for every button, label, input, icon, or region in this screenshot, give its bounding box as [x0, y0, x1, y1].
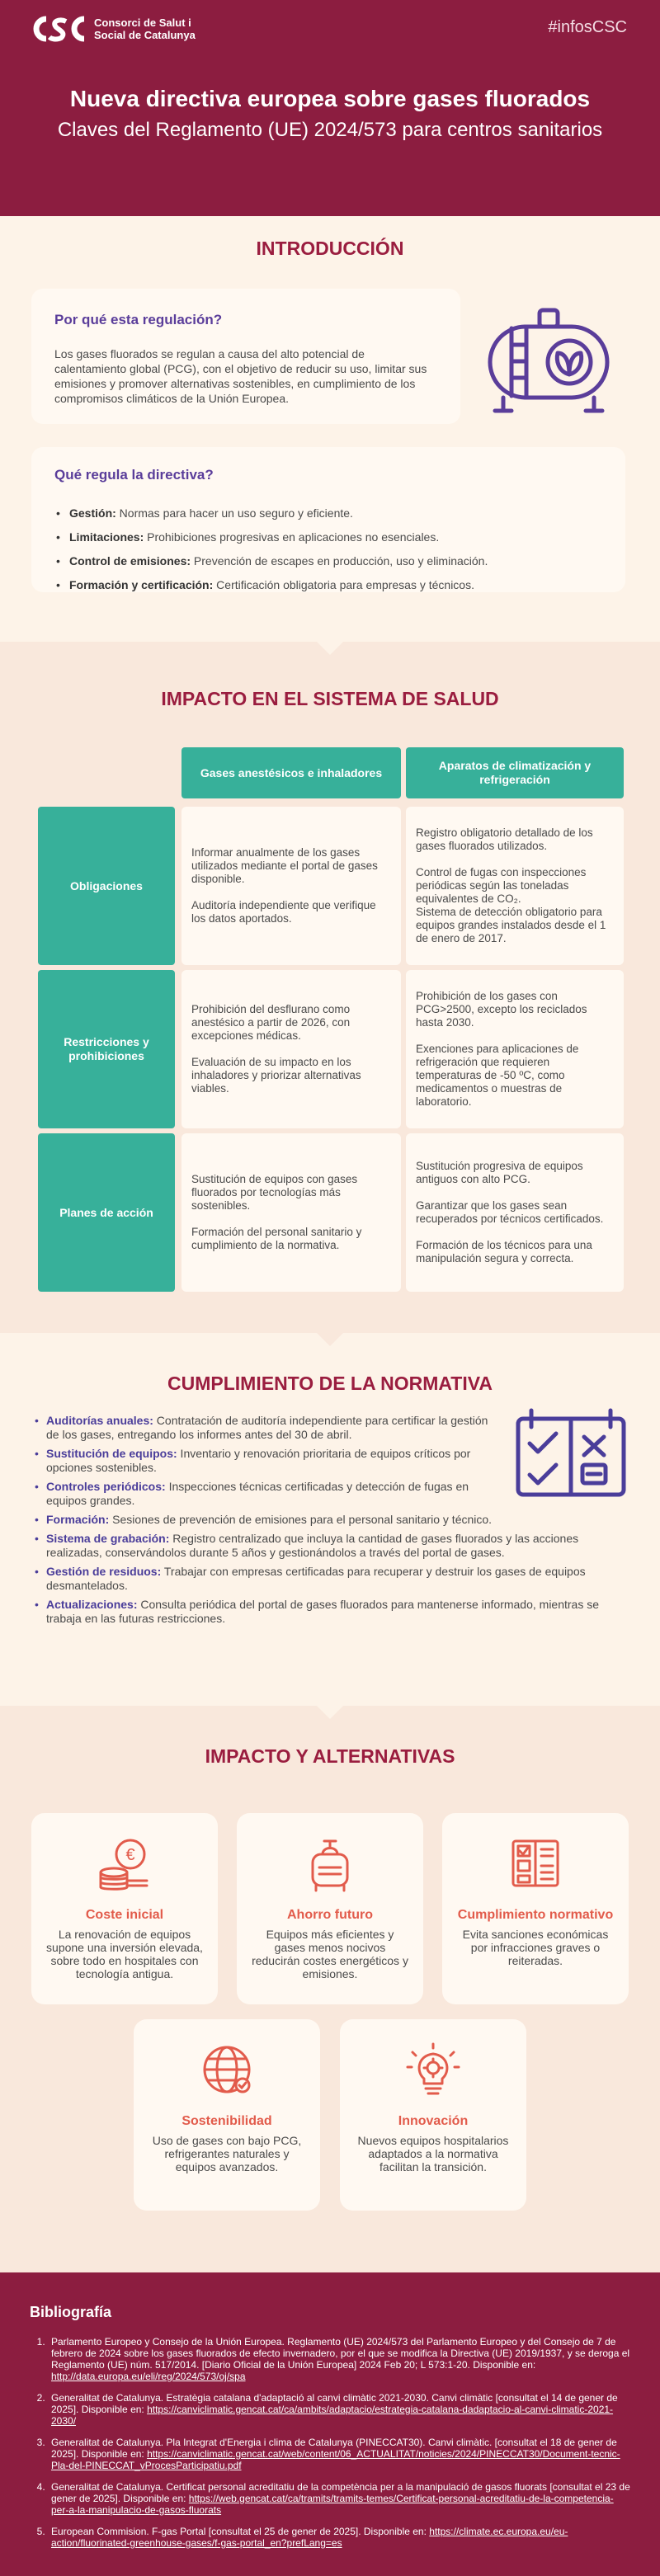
column-header-anesthetic: Gases anestésicos e inhaladores — [182, 747, 401, 798]
why-title: Por qué esta regulación? — [54, 312, 223, 327]
item-text: Prohibiciones progresivas en aplicaciones no esenciales. — [144, 530, 440, 544]
list-item — [35, 1447, 497, 1475]
lightbulb-icon — [404, 2041, 462, 2098]
row-header-restrictions: Restricciones y prohibiciones — [38, 970, 175, 1128]
table-cell — [182, 807, 401, 965]
alt-card-text: La renovación de equipos supone una inversión elevada, sobre todo en hospitales con tecnología antigua. — [46, 1928, 203, 1980]
cell-text: Control de fugas con inspecciones periódicas según las toneladas equivalentes de CO₂. — [416, 866, 587, 905]
list-item — [54, 549, 602, 573]
item-label: Gestión: — [69, 506, 116, 520]
reference-text: Parlamento Europeo y Consejo de la Unión Europea. Reglamento (UE) 2024/573 del Parlamento Europeo y del Consejo de 7 de febrero de 2024 sobre los gases fluorados de efecto invernadero, por el que se modifica la Directiva (UE) 2019/1937, y se deroga el Reglamento (UE) núm. 517/2014. [Diario Oficial de la Unión Europea] 2024 Feb 20; L 573:1-20. Disponible en: — [51, 2336, 630, 2371]
list-item — [35, 1598, 629, 1626]
item-label: Actualizaciones: — [46, 1598, 138, 1611]
alt-card-title: Sostenibilidad — [182, 2114, 272, 2128]
impact-title: IMPACTO EN EL SISTEMA DE SALUD — [161, 688, 499, 709]
table-cell — [182, 1133, 401, 1292]
intro-section — [0, 216, 660, 642]
item-text: Trabajar con empresas certificadas para recuperar y destruir los gases de equipos desmantelados. — [46, 1565, 586, 1592]
row-header-obligations: Obligaciones — [38, 807, 175, 965]
item-text: Sesiones de prevención de emisiones para el personal sanitario y técnico. — [109, 1513, 493, 1526]
cell-text: Sustitución de equipos con gases fluorados por tecnologías más sostenibles. — [191, 1173, 358, 1212]
cell-text: Sistema de detección obligatorio para equipos grandes instalados desde el 1 de enero de 2017. — [416, 906, 606, 944]
alt-card-title: Innovación — [398, 2114, 469, 2128]
list-item — [35, 1513, 629, 1527]
cell-text: Formación del personal sanitario y cumplimiento de la normativa. — [191, 1226, 362, 1251]
item-label: Gestión de residuos: — [46, 1565, 162, 1578]
section-notch — [317, 1706, 343, 1719]
bibliography-item — [48, 2526, 630, 2549]
item-text: Inspecciones técnicas certificadas y detección de fugas en equipos grandes. — [46, 1480, 469, 1507]
alt-card-text: Nuevos equipos hospitalarios adaptados a la normativa facilitan la transición. — [357, 2134, 509, 2173]
bibliography-item — [48, 2336, 630, 2382]
list-item — [35, 1414, 497, 1442]
csc-logo-icon — [31, 15, 86, 43]
cell-text: Auditoría independiente que verifique los datos aportados. — [191, 899, 376, 925]
item-label: Sistema de grabación: — [46, 1532, 170, 1545]
item-text: Registro centralizado que incluya la cantidad de gases fluorados y las acciones realizadas, conservándolos durante 5 años y gestionándolos a través del portal de gases. — [46, 1532, 579, 1559]
reference-link[interactable]: https://canviclimatic.gencat.cat/ca/ambits/adaptacio/estrategia-catalana-dadaptacio-al-canvi-climatic-2021-2030/ — [51, 2404, 614, 2427]
intro-title: INTRODUCCIÓN — [256, 238, 404, 259]
section-notch — [317, 642, 343, 655]
impact-section — [0, 642, 660, 1333]
item-label: Limitaciones: — [69, 530, 144, 544]
list-item — [54, 502, 602, 525]
bibliography-item — [48, 2392, 630, 2427]
why-card — [31, 289, 460, 424]
svg-text:€: € — [125, 1846, 135, 1864]
alt-card-text: Uso de gases con bajo PCG, refrigerantes naturales y equipos avanzados. — [152, 2134, 302, 2173]
reference-link[interactable]: https://canviclimatic.gencat.cat/web/content/06_ACTUALITAT/noticies/2024/PINECCAT30/Document-tecnic-Pla-del-PINECCAT_vProcesParticipatiu.pdf — [51, 2448, 620, 2471]
item-label: Control de emisiones: — [69, 554, 191, 567]
cell-text: Evaluación de su impacto en los inhaladores y priorizar alternativas viables. — [191, 1056, 361, 1095]
cell-text: Formación de los técnicos para una manipulación segura y correcta. — [416, 1239, 592, 1264]
reference-text: Generalitat de Catalunya. Pla Integrat d'Energia i clima de Catalunya (PINECCAT30). Canvi climàtic. [consultat el 18 de gener de 2025]. Disponible en: — [51, 2437, 617, 2460]
cell-text: Garantizar que los gases sean recuperados por técnicos certificados. — [416, 1199, 604, 1225]
row-header-action-plans: Planes de acción — [38, 1133, 175, 1292]
compliance-list — [35, 1414, 629, 1631]
item-label: Controles periódicos: — [46, 1480, 166, 1493]
table-cell — [406, 1133, 624, 1292]
cell-text: Informar anualmente de los gases utilizados mediante el portal de gases disponible. — [191, 846, 378, 885]
reference-text: European Commision. F-gas Portal [consultat el 25 de gener de 2025]. Disponible en: — [51, 2526, 430, 2537]
regulation-list — [54, 502, 602, 597]
table-cell — [182, 970, 401, 1128]
compliance-title: CUMPLIMIENTO DE LA NORMATIVA — [167, 1373, 493, 1394]
alt-card-compliance — [442, 1813, 629, 2004]
reference-link[interactable]: https://climate.ec.europa.eu/eu-action/fluorinated-greenhouse-gases/f-gas-portal_en?prefLang=es — [51, 2526, 568, 2549]
piggy-bank-icon — [301, 1834, 359, 1892]
list-item — [35, 1565, 629, 1593]
cell-text: Registro obligatorio detallado de los gases fluorados utilizados. — [416, 826, 593, 852]
gas-tank-icon — [478, 302, 619, 417]
alt-card-future-savings — [237, 1813, 423, 2004]
list-item — [54, 525, 602, 549]
item-text: Normas para hacer un uso seguro y eficiente. — [116, 506, 353, 520]
item-text: Consulta periódica del portal de gases fluorados para mantenerse informado, mientras se trabaja en las futuras restricciones. — [46, 1598, 600, 1625]
hashtag: #infosCSC — [548, 18, 627, 36]
alt-card-title: Ahorro futuro — [287, 1908, 373, 1922]
compliance-section — [0, 1333, 660, 1706]
reference-text: Generalitat de Catalunya. Certificat personal acreditatiu de la competència per a la manipulació de gasos fluorats [consultat el 23 de gener de 2025]. Disponible en: — [51, 2481, 630, 2504]
item-text: Certificación obligatoria para empresas y técnicos. — [213, 578, 474, 591]
logo-text — [94, 16, 196, 41]
reference-link[interactable]: http://data.europa.eu/eli/reg/2024/573/oj/spa — [51, 2371, 246, 2382]
bibliography-list — [30, 2336, 630, 2549]
table-cell — [406, 970, 624, 1128]
alternatives-title: IMPACTO Y ALTERNATIVAS — [205, 1745, 455, 1767]
what-title: Qué regula la directiva? — [54, 467, 214, 483]
header — [0, 0, 660, 216]
item-text: Prevención de escapes en producción, uso y eliminación. — [191, 554, 488, 567]
document-icon — [507, 1834, 564, 1892]
item-text: Inventario y renovación prioritaria de equipos críticos por opciones sostenibles. — [46, 1447, 471, 1474]
alt-card-sustainability — [134, 2019, 320, 2211]
alt-card-title: Coste inicial — [85, 1908, 164, 1922]
section-notch — [317, 1333, 343, 1346]
reference-link[interactable]: https://web.gencat.cat/ca/tramits/tramits-temes/Certificat-personal-acreditatiu-de-la-competencia-per-a-la-manipulacio-de-gasos-fluorats — [51, 2493, 614, 2516]
alt-card-text: Evita sanciones económicas por infracciones graves o reiteradas. — [462, 1928, 609, 1967]
list-item — [35, 1480, 497, 1508]
alt-card-text: Equipos más eficientes y gases menos nocivos reducirán costes energéticos y emisiones. — [252, 1928, 408, 1980]
logo-line-2: Social de Catalunya — [94, 29, 196, 41]
cell-text: Exenciones para aplicaciones de refrigeración que requieren temperaturas de -50 ºC, como medicamentos o muestras de laboratorio. — [416, 1043, 579, 1108]
item-label: Formación: — [46, 1513, 110, 1526]
item-text: Contratación de auditoría independiente para certificar la gestión de los gases, entregando los informes antes del 30 de abril. — [46, 1414, 488, 1441]
cell-text: Prohibición del desflurano como anestésico a partir de 2026, con excepciones médicas. — [191, 1003, 351, 1042]
reference-text: Generalitat de Catalunya. Estratègia catalana d'adaptació al canvi climàtic 2021-2030. Canvi climàtic [consultat el 14 de gener de 2025]. Disponible en: — [51, 2392, 618, 2415]
item-label: Formación y certificación: — [69, 578, 214, 591]
globe-icon — [198, 2041, 256, 2098]
bibliography-section — [0, 2272, 660, 2576]
item-label: Auditorías anuales: — [46, 1414, 153, 1427]
page-subtitle: Claves del Reglamento (UE) 2024/573 para centros sanitarios — [57, 119, 603, 141]
alternatives-section — [0, 1706, 660, 2272]
table-cell — [406, 807, 624, 965]
bibliography-item — [48, 2481, 630, 2516]
list-item — [35, 1532, 629, 1560]
bibliography-title: Bibliografía — [30, 2304, 112, 2320]
logo-line-1: Consorci de Salut i — [94, 16, 191, 29]
cell-text: Sustitución progresiva de equipos antiguos con alto PCG. — [416, 1160, 583, 1185]
alt-card-title: Cumplimiento normativo — [457, 1908, 614, 1922]
page-title: Nueva directiva europea sobre gases fluorados — [69, 86, 591, 111]
why-text: Los gases fluorados se regulan a causa del alto potencial de calentamiento global (PCG), con el objetivo de reducir su uso, limitar sus emisiones y promover alternativas sostenibles, en cumplimiento de los compromisos climáticos de la Unión Europea. — [54, 347, 427, 405]
what-card — [31, 447, 625, 592]
alt-card-initial-cost — [31, 1813, 218, 2004]
csc-logo — [31, 15, 196, 43]
column-header-climate: Aparatos de climatización y refrigeración — [406, 747, 624, 798]
bibliography-item — [48, 2437, 630, 2471]
cell-text: Prohibición de los gases con PCG>2500, excepto los reciclados hasta 2030. — [416, 990, 587, 1029]
coins-icon — [96, 1834, 153, 1892]
item-label: Sustitución de equipos: — [46, 1447, 177, 1460]
list-item — [54, 573, 602, 597]
alt-card-innovation — [340, 2019, 526, 2211]
